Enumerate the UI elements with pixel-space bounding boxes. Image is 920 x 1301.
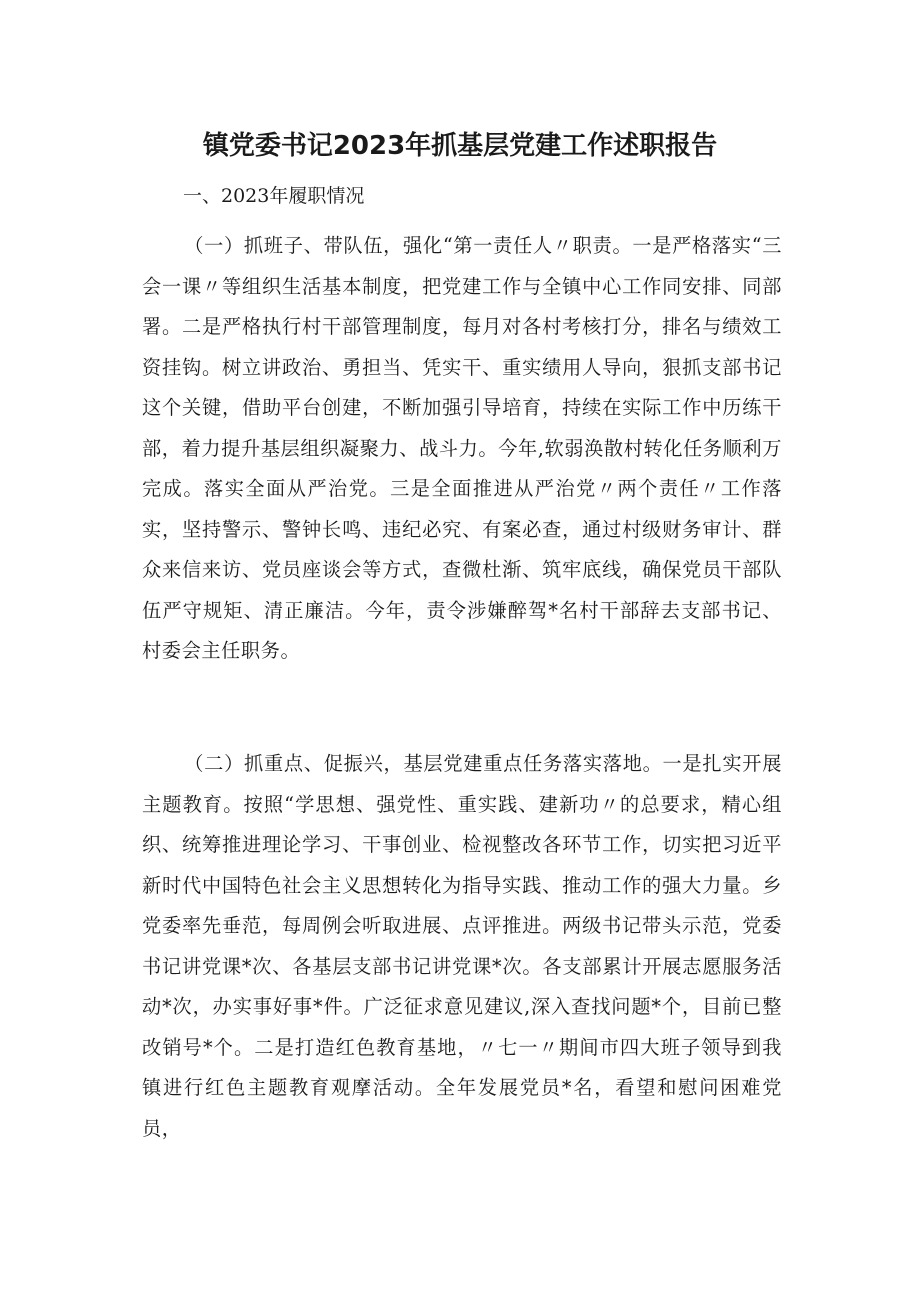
paragraph-2: （二）抓重点、促振兴，基层党建重点任务落实落地。一是扎实开展主题教育。按照“学思想、强党性、重实践、建新功〃的总要求，精心组织、统筹推进理论学习、干事创业、检视整改各环节工作，切实把习近平新时代中国特色社会主义思想转化为指导实践、推动工作的强大力量。乡党委率先垂范，每周例会听取进展、点评推进。两级书记带头示范，党委书记讲党课*次、各基层支部书记讲党课*次。各支部累计开展志愿服务活动*次，办实事好事*件。广泛征求意见建议,深入查找问题*个，目前已整改销号*个。二是打造红色教育基地，〃七一〃期间市四大班子领导到我镇进行红色主题教育观摩活动。全年发展党员*名，看望和慰问困难党员，	[142, 752, 782, 1140]
document-title: 镇党委书记2023年抓基层党建工作述职报告	[202, 131, 718, 161]
paragraph-1: （一）抓班子、带队伍，强化“第一责任人〃职责。一是严格落实“三会一课〃等组织生活基本制度，把党建工作与全镇中心工作同安排、同部署。二是严格执行村干部管理制度，每月对各村考核打分，排名与绩效工资挂钩。树立讲政治、勇担当、凭实干、重实绩用人导向，狠抓支部书记这个关键，借助平台创建，不断加强引导培育，持续在实际工作中历练干部，着力提升基层组织凝聚力、战斗力。今年,软弱涣散村转化任务顺利万完成。落实全面从严治党。三是全面推进从严治党〃两个责任〃工作落实，坚持警示、警钟长鸣、违纪必究、有案必查，通过村级财务审计、群众来信来访、党员座谈会等方式，查微杜渐、筑牢底线，确保党员干部队伍严守规矩、清正廉洁。今年，责令涉嫌醉驾*名村干部辞去支部书记、村委会主任职务。	[142, 234, 782, 662]
section-heading: 一、2023年履职情况	[183, 185, 365, 207]
